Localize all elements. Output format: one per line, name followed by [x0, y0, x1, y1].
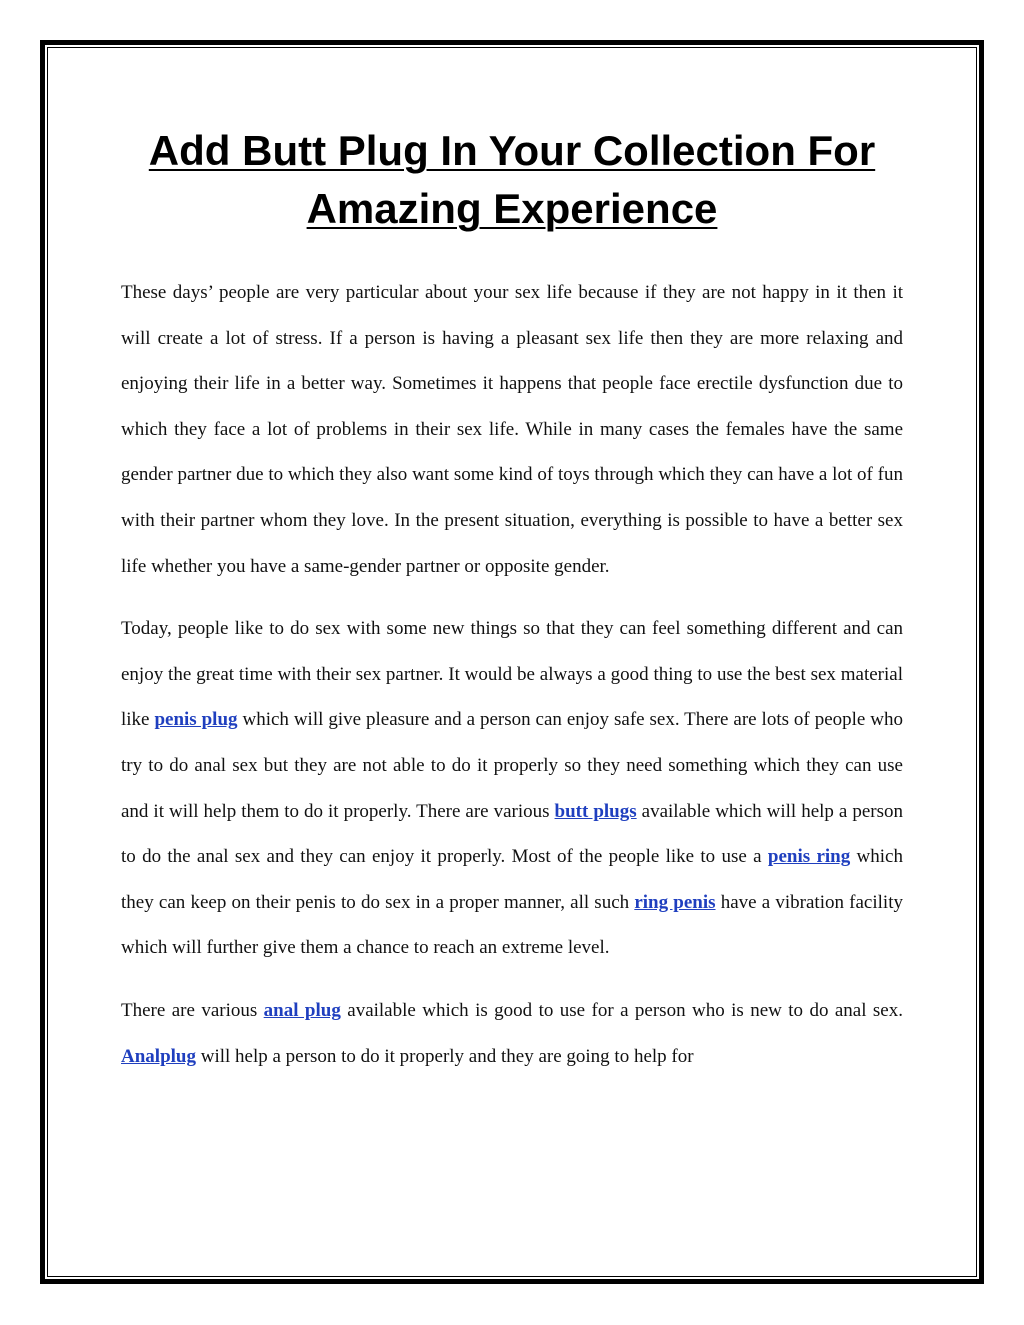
paragraph-3 — [121, 988, 903, 1079]
paragraph-2-text-3: available which will help a person to do the anal sex and they can enjoy it properly. Most of the people like to use a — [121, 800, 903, 868]
paragraph-2-text-5: have a vibration facility which will further give them a chance to reach an extreme level. — [121, 891, 903, 959]
paragraph-2-text-2: which will give pleasure and a person can enjoy safe sex. There are lots of people who try to do anal sex but they are not able to do it properly so they need something which they can use and it will help them to do it properly. There are various — [121, 709, 904, 822]
title-line-1: Add Butt Plug In Your Collection For — [148, 127, 876, 174]
link-penis-ring[interactable]: penis ring — [767, 846, 851, 868]
paragraph-3-text-1: There are various — [121, 999, 264, 1021]
document-title — [100, 122, 924, 238]
link-butt-plugs[interactable]: butt plugs — [554, 800, 637, 822]
title-line-2: Amazing Experience — [306, 185, 718, 232]
paragraph-1: These days’ people are very particular about your sex life because if they are not happy in it then it will create a lot of stress. If a person is having a pleasant sex life then they are more relaxing and enjoying their life in a better way. Sometimes it happens that people face erectile dysfunction due to which they face a lot of problems in their sex life. While in many cases the females have the same gender partner due to which they also want some kind of toys through which they can have a lot of fun with their partner whom they love. In the present situation, everything is possible to have a better sex life whether you have a same-gender partner or opposite gender. — [121, 282, 903, 577]
document-body — [121, 270, 903, 1096]
paragraph-2 — [121, 606, 903, 971]
link-ring-penis[interactable]: ring penis — [634, 891, 716, 913]
link-penis-plug[interactable]: penis plug — [154, 709, 238, 731]
link-analplug[interactable]: Analplug — [121, 1045, 196, 1067]
paragraph-3-text-2: available which is good to use for a person who is new to do anal sex. — [340, 999, 903, 1021]
paragraph-2-text-4: which they can keep on their penis to do sex in a proper manner, all such — [121, 846, 903, 913]
link-anal-plug[interactable]: anal plug — [263, 999, 341, 1021]
paragraph-3-text-3: will help a person to do it properly and they are going to help for — [195, 1045, 694, 1067]
paragraph-2-text-1: Today, people like to do sex with some new things so that they can feel something different and can enjoy the great time with their sex partner. It would be always a good thing to use the best sex material like — [121, 618, 903, 731]
